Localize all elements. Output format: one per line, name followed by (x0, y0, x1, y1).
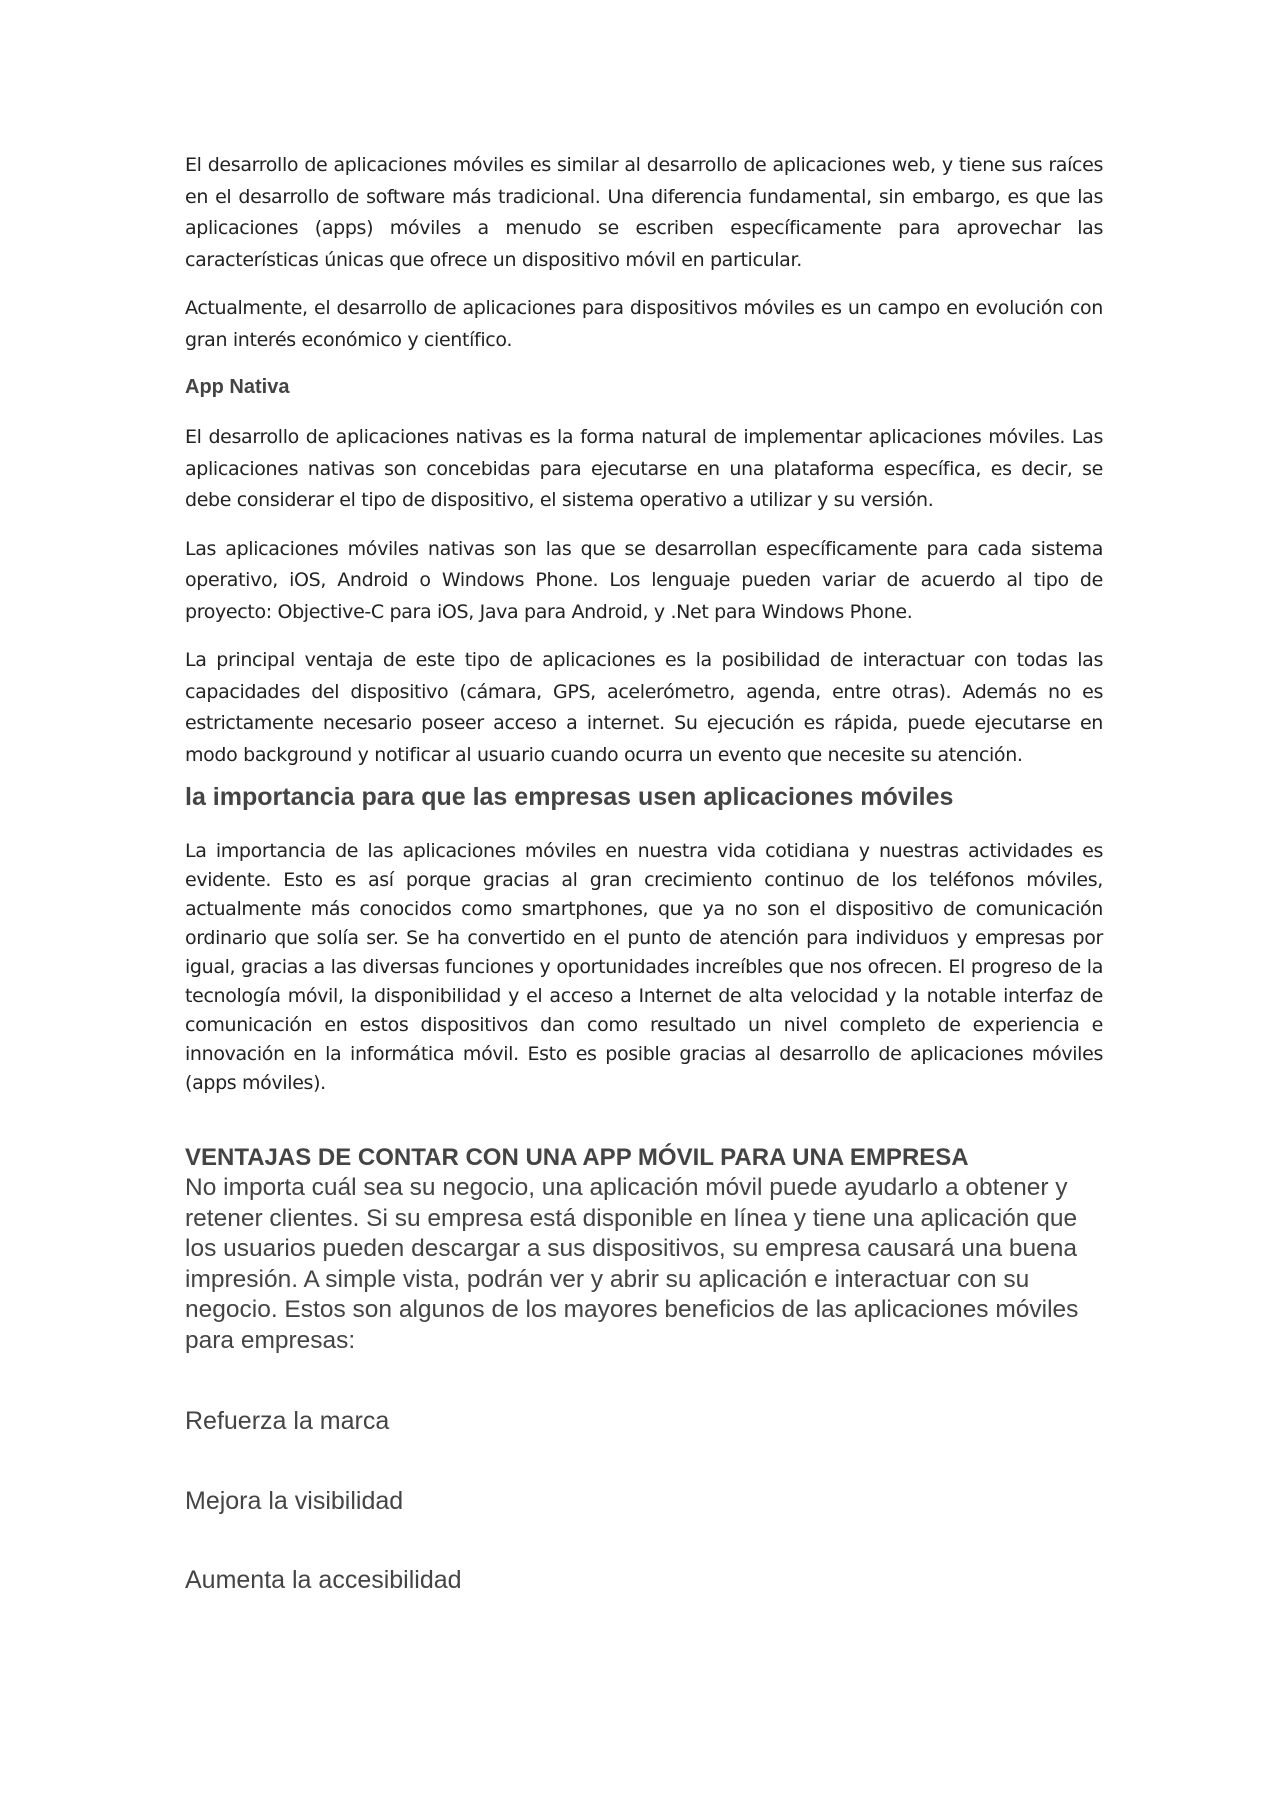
benefit-item-brand: Refuerza la marca (185, 1407, 390, 1435)
native-paragraph-2: Las aplicaciones móviles nativas son las que se desarrollan específicamente para cada sistema operativo, iOS, Android o Windows Phone. Los lenguaje pueden variar de acuerdo al tipo de proyecto: Objective-C para iOS, Java para Android, y .Net para Windows Phone. (185, 537, 1103, 623)
advantages-heading: VENTAJAS DE CONTAR CON UNA APP MÓVIL PARA UNA EMPRESA (185, 1144, 969, 1171)
importance-heading: la importancia para que las empresas usen aplicaciones móviles (185, 783, 954, 811)
document-page (185, 150, 1103, 1595)
importance-paragraph: La importancia de las aplicaciones móviles en nuestra vida cotidiana y nuestras actividades es evidente. Esto es así porque gracias al gran crecimiento continuo de los teléfonos móviles, actualmente más conocidos como smartphones, que ya no son el dispositivo de comunicación ordinario que solía ser. Se ha convertido en el punto de atención para individuos y empresas por igual, gracias a las diversas funciones y oportunidades increíbles que nos ofrecen. El progreso de la tecnología móvil, la disponibilidad y el acceso a Internet de alta velocidad y la notable interfaz de comunicación en estos dispositivos dan como resultado un nivel completo de experiencia e innovación en la informática móvil. Esto es posible gracias al desarrollo de aplicaciones móviles (apps móviles). (185, 840, 1103, 1094)
intro-paragraph-2: Actualmente, el desarrollo de aplicaciones para dispositivos móviles es un campo en evolución con gran interés económico y científico. (185, 297, 1103, 351)
native-paragraph-3: La principal ventaja de este tipo de aplicaciones es la posibilidad de interactuar con todas las capacidades del dispositivo (cámara, GPS, acelerómetro, agenda, entre otras). Además no es estrictamente necesario poseer acceso a internet. Su ejecución es rápida, puede ejecutarse en modo background y notificar al usuario cuando ocurra un evento que necesite su atención. (185, 649, 1103, 766)
native-app-heading: App Nativa (185, 376, 290, 398)
native-paragraph-1: El desarrollo de aplicaciones nativas es la forma natural de implementar aplicaciones móviles. Las aplicaciones nativas son concebidas para ejecutarse en una plataforma específica, es decir, se debe considerar el tipo de dispositivo, el sistema operativo a utilizar y su versión. (185, 426, 1103, 511)
benefit-item-visibility: Mejora la visibilidad (185, 1487, 404, 1515)
benefit-item-accessibility: Aumenta la accesibilidad (185, 1566, 462, 1594)
intro-paragraph-1: El desarrollo de aplicaciones móviles es similar al desarrollo de aplicaciones web, y tiene sus raíces en el desarrollo de software más tradicional. Una diferencia fundamental, sin embargo, es que las aplicaciones (apps) móviles a menudo se escriben específicamente para aprovechar las características únicas que ofrece un dispositivo móvil en particular. (185, 154, 1103, 271)
advantages-lead-paragraph: No importa cuál sea su negocio, una aplicación móvil puede ayudarlo a obtener y retener clientes. Si su empresa está disponible en línea y tiene una aplicación que los usuarios pueden descargar a sus dispositivos, su empresa causará una buena impresión. A simple vista, podrán ver y abrir su aplicación e interactuar con su negocio. Estos son algunos de los mayores beneficios de las aplicaciones móviles para empresas: (185, 1174, 1079, 1354)
